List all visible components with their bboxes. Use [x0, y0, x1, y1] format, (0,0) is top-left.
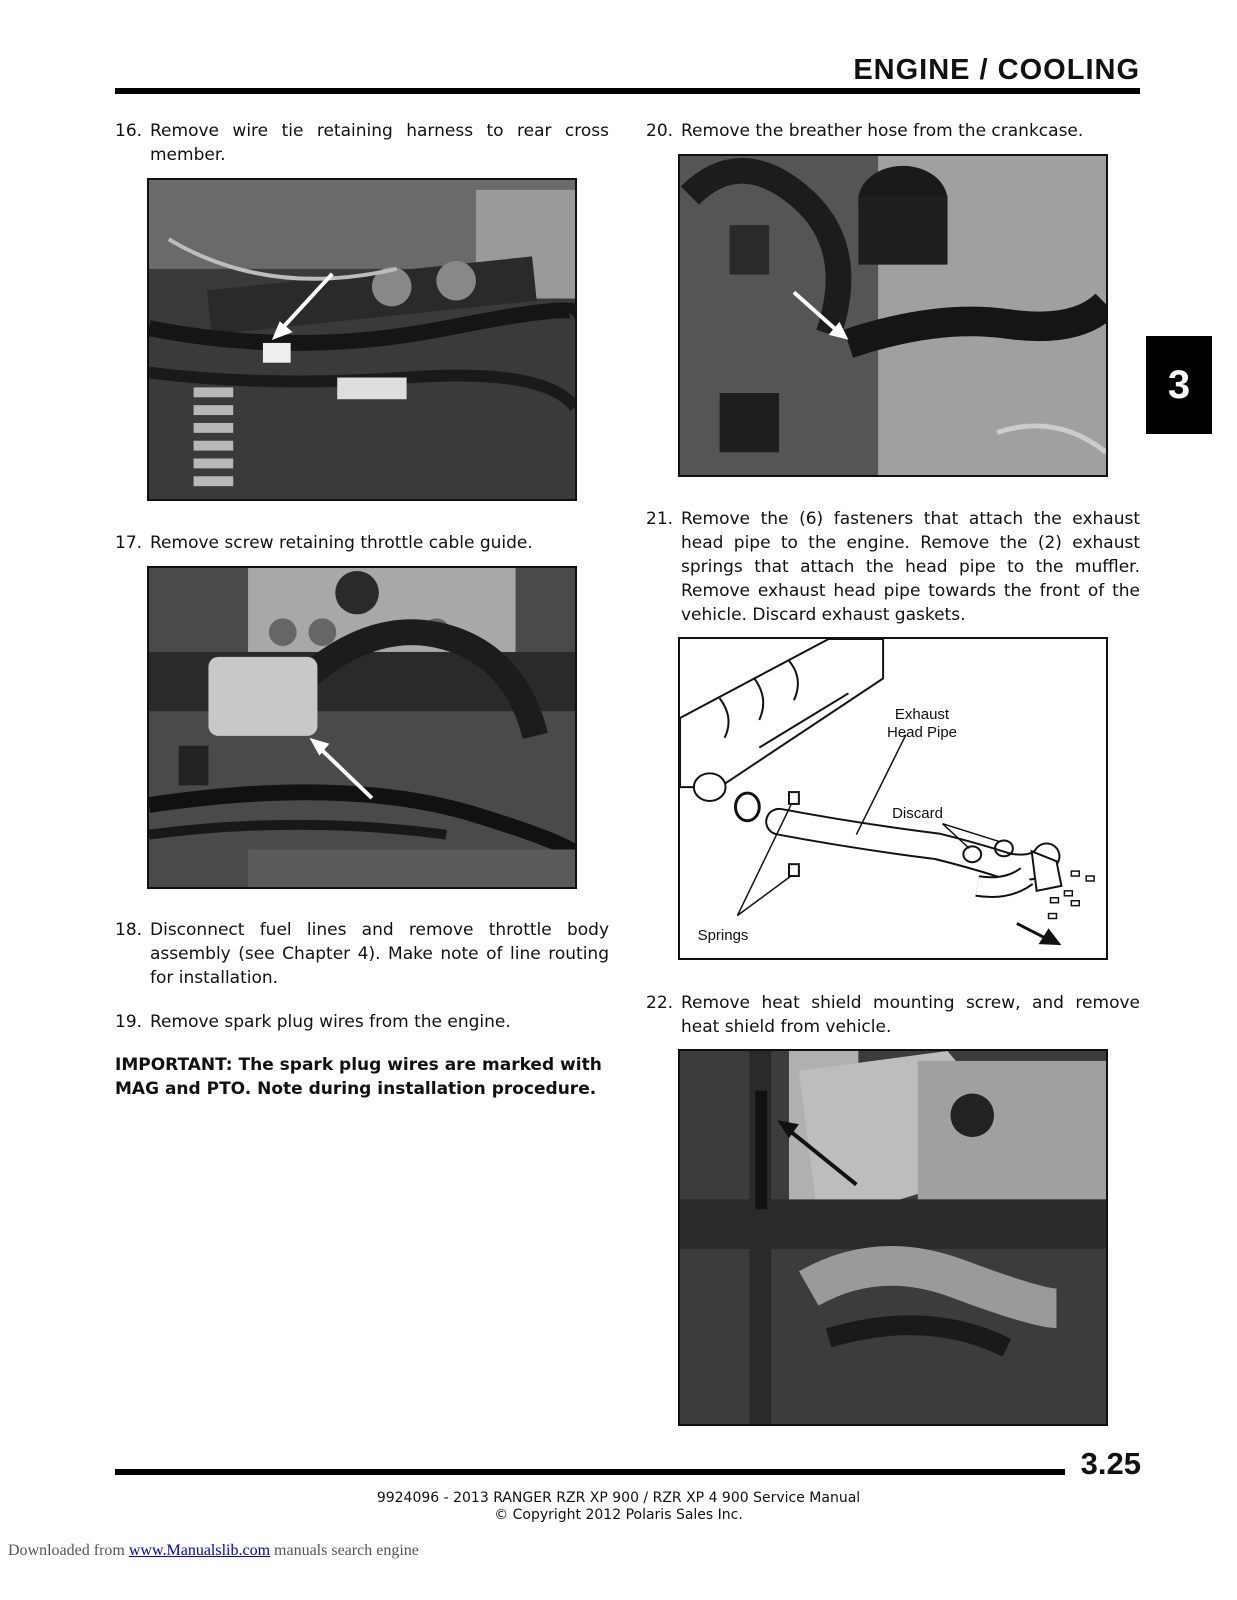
step-number: 19. [115, 1012, 143, 1032]
label-discard: Discard [892, 805, 943, 822]
copyright: © Copyright 2012 Polaris Sales Inc. [494, 1507, 743, 1523]
step-20 [646, 119, 1140, 143]
step-16 [115, 119, 609, 167]
label-head-pipe: Head Pipe [886, 724, 958, 741]
step-number: 20. [646, 121, 674, 141]
section-title: ENGINE / COOLING [853, 54, 1140, 86]
label-springs: Springs [697, 927, 749, 944]
footer-rule [115, 1469, 1065, 1475]
step-number: 16. [115, 121, 143, 141]
step-18 [115, 918, 609, 990]
exhaust-diagram [678, 637, 1108, 960]
step-text: Disconnect fuel lines and remove throttle body assembly (see Chapter 4). Make note of line routing for installation. [150, 920, 609, 988]
step-19 [115, 1010, 609, 1034]
header-rule [115, 88, 1140, 94]
step-text: Remove spark plug wires from the engine. [150, 1012, 511, 1032]
download-suffix: manuals search engine [270, 1542, 419, 1559]
step-text: Remove wire tie retaining harness to rear cross member. [150, 121, 609, 165]
step-number: 22. [646, 993, 674, 1013]
manual-title: 9924096 - 2013 RANGER RZR XP 900 / RZR XP 4 900 Service Manual [376, 1490, 861, 1506]
chapter-tab: 3 [1146, 336, 1212, 434]
step-21 [646, 507, 1140, 627]
step-17 [115, 531, 609, 555]
photo-heat-shield [678, 1049, 1108, 1426]
page-number: 3.25 [1080, 1446, 1141, 1481]
photo-breather-hose [678, 154, 1108, 477]
label-exhaust: Exhaust [894, 706, 950, 723]
step-text: Remove screw retaining throttle cable guide. [150, 533, 533, 553]
photo-wire-tie [147, 178, 577, 501]
important-note: IMPORTANT: The spark plug wires are marked with MAG and PTO. Note during installation procedure. [115, 1055, 602, 1099]
step-number: 17. [115, 533, 143, 553]
step-number: 18. [115, 920, 143, 940]
photo-throttle-cable-guide [147, 566, 577, 889]
download-notice [8, 1542, 419, 1560]
step-text: Remove heat shield mounting screw, and remove heat shield from vehicle. [681, 993, 1140, 1037]
download-prefix: Downloaded from [8, 1542, 129, 1559]
step-22 [646, 991, 1140, 1039]
manualslib-link[interactable]: www.Manualslib.com [128, 1542, 271, 1559]
step-text: Remove the breather hose from the crankcase. [681, 121, 1084, 141]
step-number: 21. [646, 509, 674, 529]
step-text: Remove the (6) fasteners that attach the exhaust head pipe to the engine. Remove the (2) exhaust springs that attach the head pipe to the muffler. Remove exhaust head pipe towards the front of the vehicle. Discard exhaust gaskets. [681, 509, 1140, 625]
